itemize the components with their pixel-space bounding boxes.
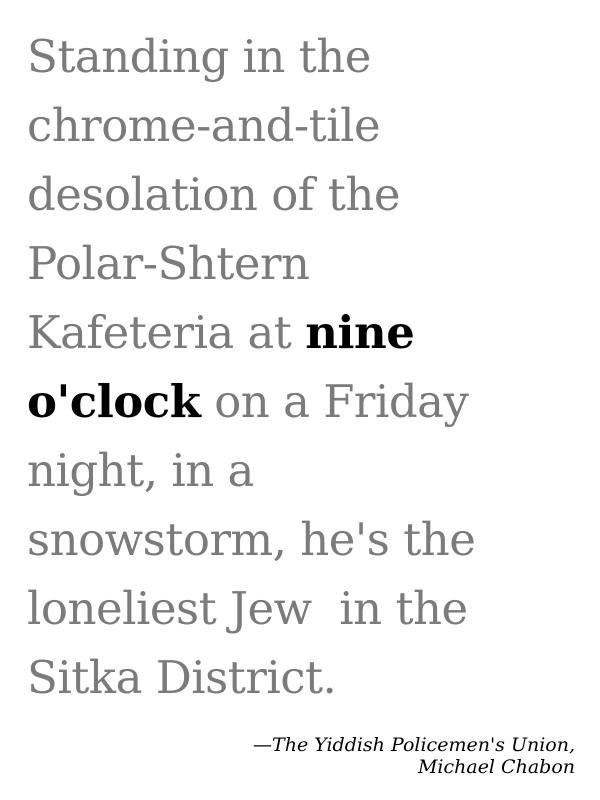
- quote-line: Sitka District.: [27, 651, 337, 704]
- quote-text: [27, 22, 587, 712]
- quote-fragment: Kafeteria at: [27, 306, 306, 359]
- attribution-author: Michael Chabon: [417, 756, 575, 778]
- quote-line: night, in a: [27, 444, 254, 497]
- highlighted-time-fragment: o'clock: [27, 375, 201, 428]
- quote-line: Polar-Shtern: [27, 237, 310, 290]
- quote-fragment: on a Friday: [200, 375, 469, 428]
- highlighted-time-fragment: nine: [305, 306, 415, 359]
- quote-line: [27, 298, 587, 367]
- attribution: [253, 734, 575, 778]
- quote-line: loneliest Jew in the: [27, 582, 468, 635]
- attribution-title: —The Yiddish Policemen's Union,: [253, 734, 575, 756]
- quote-line: desolation of the: [27, 168, 400, 221]
- quote-line: Standing in the: [27, 30, 371, 83]
- quote-line: chrome-and-tile: [27, 99, 381, 152]
- quote-line: [27, 367, 587, 436]
- quote-line: snowstorm, he's the: [27, 513, 476, 566]
